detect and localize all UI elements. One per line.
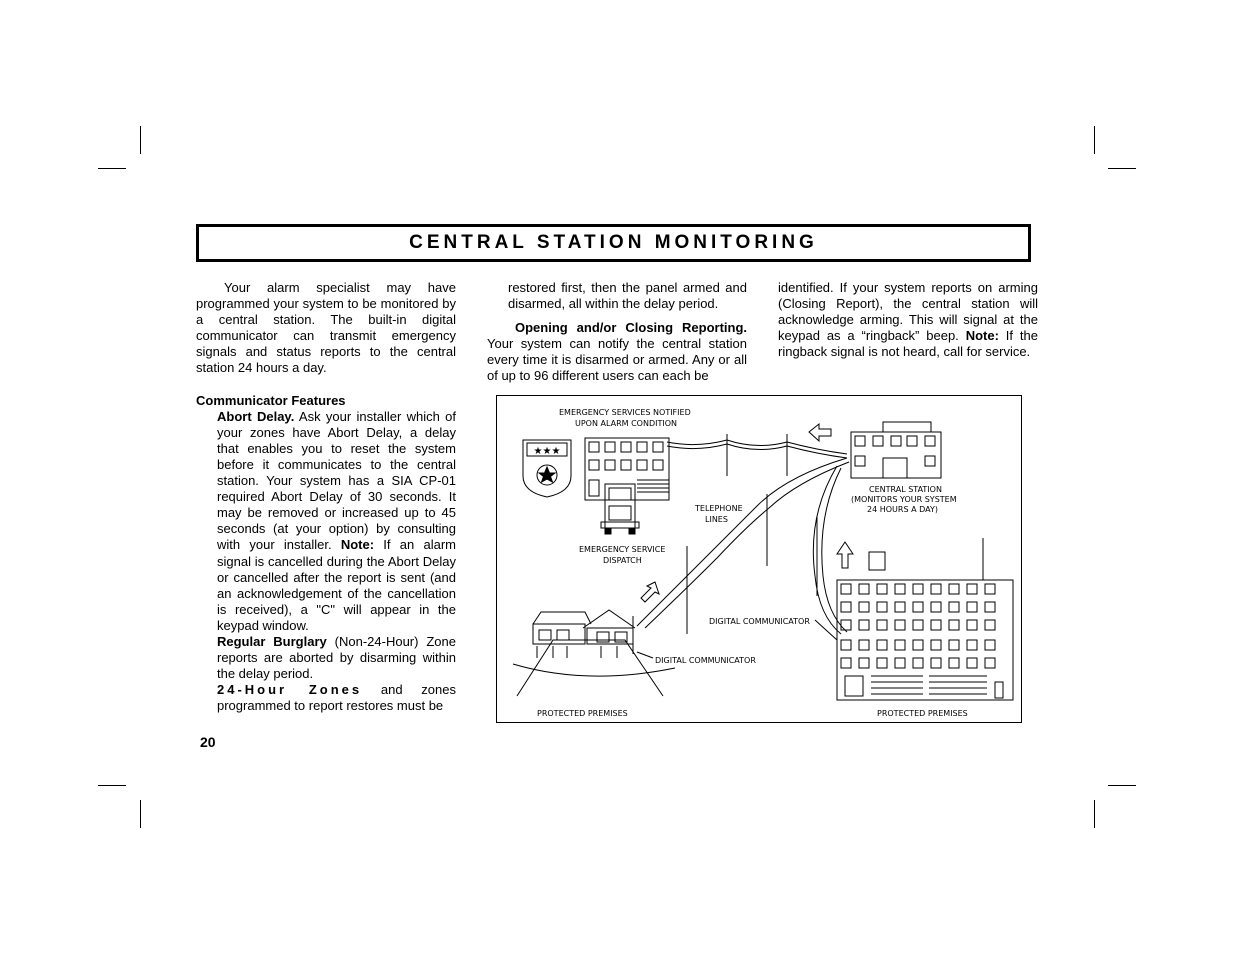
24-hour-zones-label: 24-Hour Zones — [217, 682, 363, 698]
dispatch-label-2: DISPATCH — [603, 556, 642, 565]
crop-mark — [140, 126, 141, 154]
column-left — [196, 280, 456, 714]
crop-mark — [1094, 126, 1095, 154]
monitoring-illustration — [496, 395, 1022, 723]
page-number: 20 — [200, 734, 216, 750]
regular-burglary-paragraph — [196, 634, 456, 682]
central-station-label-3: 24 HOURS A DAY) — [867, 505, 938, 514]
telephone-lines-label-1: TELEPHONE — [695, 504, 743, 513]
24-hour-zones-text: and zones programmed to report restores must be — [217, 682, 456, 714]
page-title: CENTRAL STATION MONITORING — [409, 232, 818, 253]
ringback-paragraph — [778, 280, 1038, 360]
fire-truck-icon — [601, 484, 639, 534]
police-badge-icon — [523, 440, 571, 497]
continued-paragraph: restored first, then the panel armed and disarmed, all within the delay period. — [508, 280, 747, 312]
arrow-up-icon — [837, 542, 853, 568]
central-station-label-1: CENTRAL STATION — [869, 485, 942, 494]
regular-burglary-text: (Non-24-Hour) Zone reports are aborted by disarming within the delay period. — [217, 633, 456, 682]
pointer-line — [637, 652, 653, 658]
central-station-icon — [851, 422, 941, 478]
ringback-note-label: Note: — [965, 328, 999, 344]
opening-closing-label: Opening and/or Closing Reporting. — [515, 320, 747, 336]
office-building-icon — [837, 580, 1013, 700]
arrow-upright-icon — [641, 582, 659, 602]
crop-mark — [1108, 785, 1136, 786]
column-right — [778, 280, 1038, 360]
crop-mark — [1094, 800, 1095, 828]
note-label: Note: — [340, 537, 375, 553]
pointer-line — [815, 620, 837, 640]
crop-mark — [98, 168, 126, 169]
opening-closing-paragraph — [487, 320, 747, 384]
abort-delay-text: Ask your installer which of your zones have Abort Delay, a delay that enables you to reset the system before it communicates to the central station. Your system has a SIA CP-01 required Abort Delay of 30 seconds. It may be removed or increased up to 45 seconds (at your option) by consulting with your installer. — [217, 408, 456, 553]
emergency-notified-label-2: UPON ALARM CONDITION — [575, 419, 678, 428]
digital-communicator-label-right: DIGITAL COMMUNICATOR — [709, 617, 810, 626]
24-hour-zones-paragraph — [196, 682, 456, 714]
regular-burglary-label: Regular Burglary — [217, 633, 327, 649]
intro-paragraph: Your alarm specialist may have programmed your system to be monitored by a central station. The built-in digital communicator can transmit emergency signals and status reports to the central station 24 hours a day. — [196, 280, 456, 376]
arrow-left-icon — [809, 424, 831, 441]
protected-premises-left-label: PROTECTED PREMISES — [537, 709, 628, 718]
abort-delay-paragraph — [196, 409, 456, 634]
fire-station-icon — [585, 438, 669, 500]
ringback-note-text: If the ringback signal is not heard, call for service. — [778, 328, 1038, 360]
abort-delay-label: Abort Delay. — [217, 408, 295, 424]
digital-communicator-label-left: DIGITAL COMMUNICATOR — [655, 656, 756, 665]
protected-premises-right-label: PROTECTED PREMISES — [877, 709, 968, 718]
telephone-lines-label-2: LINES — [705, 515, 728, 524]
column-middle — [487, 280, 747, 385]
title-banner — [196, 224, 1031, 262]
features-heading: Communicator Features — [196, 392, 346, 408]
ringback-text: identified. If your system reports on arming (Closing Report), the central station will acknowledge arming. This will signal at the keypad as a “ringback” beep. — [778, 280, 1038, 344]
crop-mark — [1108, 168, 1136, 169]
water-tower-icon — [869, 552, 885, 570]
emergency-notified-label-1: EMERGENCY SERVICES NOTIFIED — [559, 408, 691, 417]
central-station-label-2: (MONITORS YOUR SYSTEM — [851, 495, 957, 504]
dispatch-label-1: EMERGENCY SERVICE — [579, 545, 666, 554]
illustration-svg — [497, 396, 1021, 722]
crop-mark — [140, 800, 141, 828]
svg-text:★★★: ★★★ — [533, 446, 561, 457]
crop-mark — [98, 785, 126, 786]
note-text: If an alarm signal is cancelled during the Abort Delay or cancelled after the report is sent (and an acknowledgement of the cancellation is received), a "C" will appear in the keypad window. — [217, 537, 456, 633]
opening-closing-text: Your system can notify the central station every time it is disarmed or armed. Any or all of up to 96 different users can each be — [487, 336, 747, 384]
